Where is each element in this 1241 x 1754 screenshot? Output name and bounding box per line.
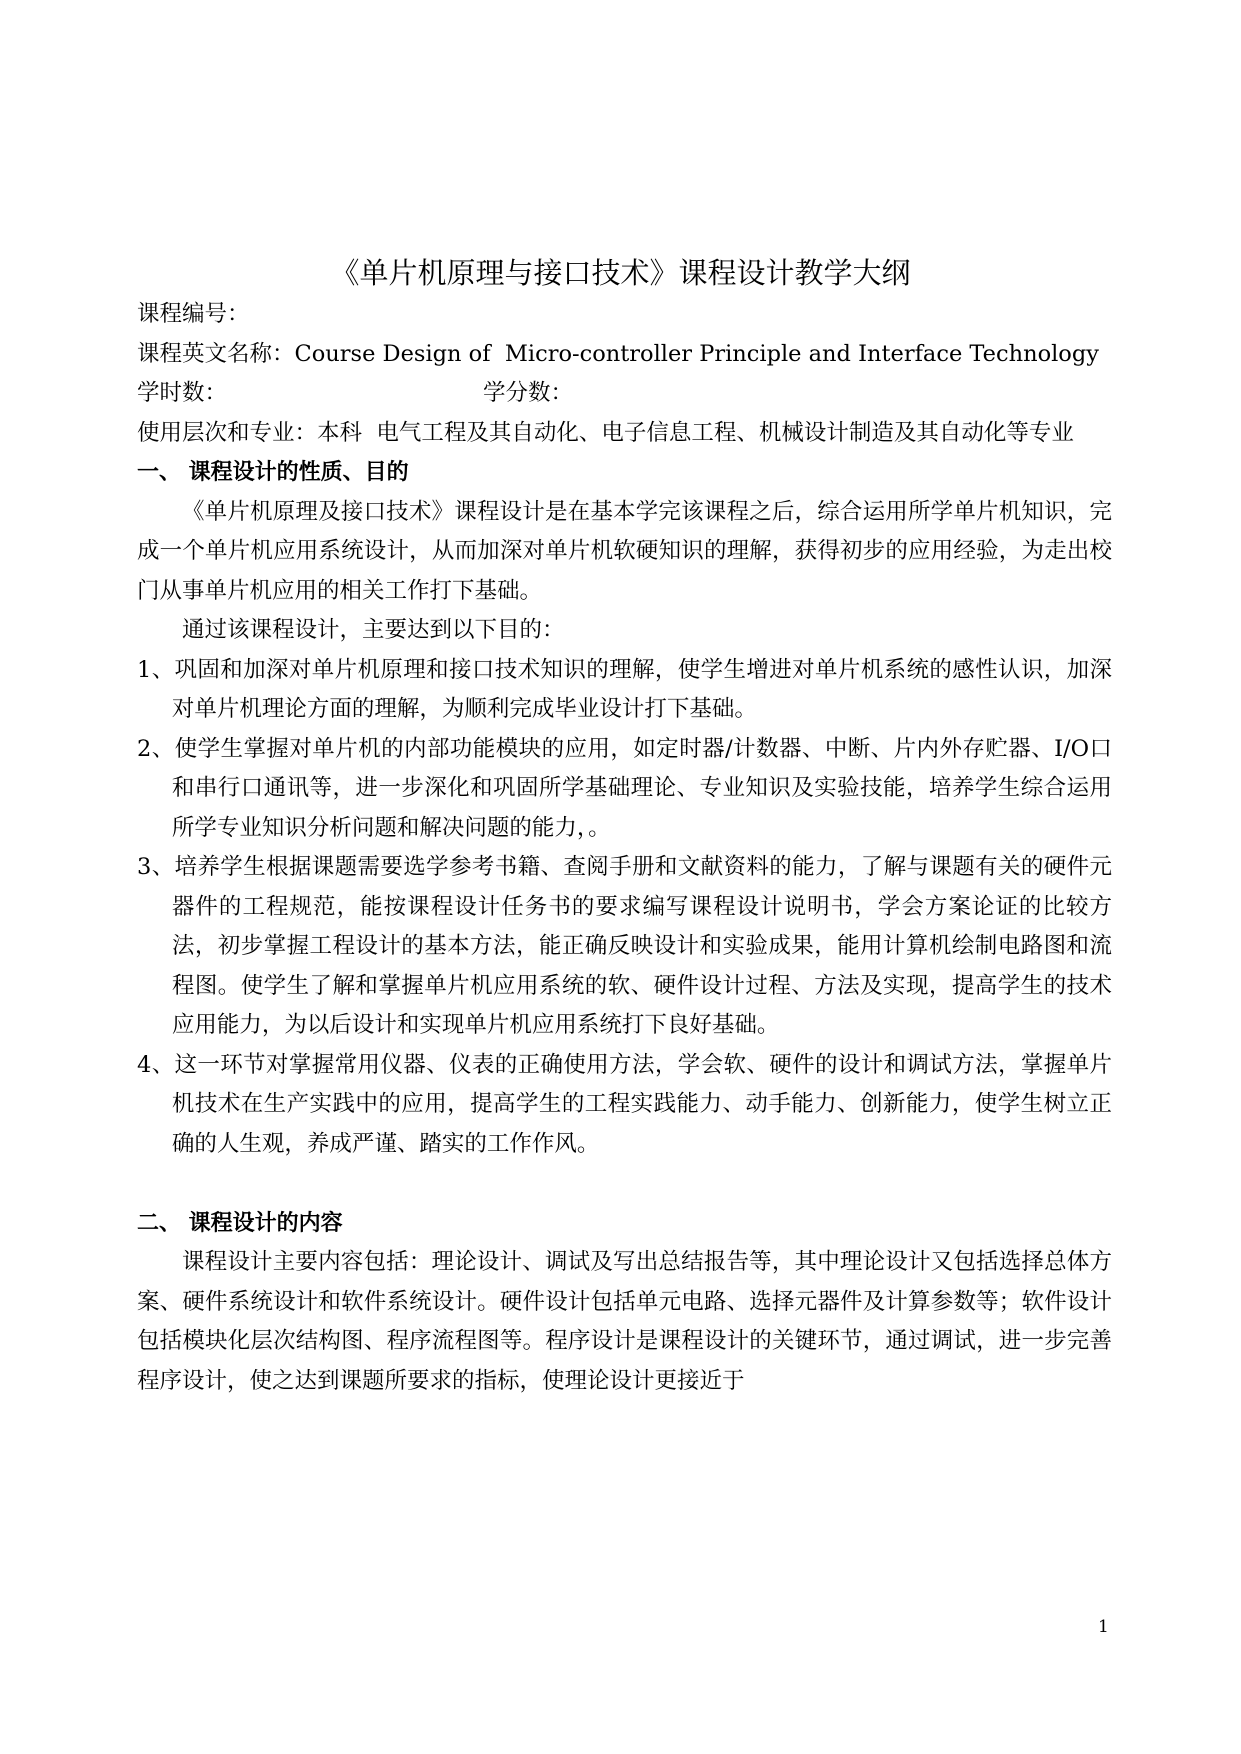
section2-heading: 二、 课程设计的内容 bbox=[137, 1210, 343, 1236]
level-field bbox=[137, 414, 1112, 454]
section1-paragraph-2: 通过该课程设计，主要达到以下目的： bbox=[182, 617, 565, 643]
hours-credits-field bbox=[137, 374, 1112, 414]
credits-label: 学分数： bbox=[483, 380, 574, 406]
section1-heading: 一、 课程设计的性质、目的 bbox=[137, 460, 409, 485]
section1-paragraph-1: 《单片机原理及接口技术》课程设计是在基本学完该课程之后，综合运用所学单片机知识，完成一个单片机应用系统设计，从而加深对单片机软硬知识的理解，获得初步的应用经验，为走出校门从事单片机应用的相关工作打下基础。 bbox=[137, 498, 1112, 604]
english-name-field bbox=[137, 335, 1112, 375]
level-value: 本科 电气工程及其自动化、电子信息工程、机械设计制造及其自动化等专业 bbox=[317, 419, 1074, 446]
objective-item-4: 4、这一环节对掌握常用仪器、仪表的正确使用方法，学会软、硬件的设计和调试方法，掌握单片机技术在生产实践中的应用，提高学生的工程实践能力、动手能力、创新能力，使学生树立正确的人生观，养成严谨、踏实的工作作风。 bbox=[137, 1051, 1112, 1157]
objective-item-2: 2、使学生掌握对单片机的内部功能模块的应用，如定时器/计数器、中断、片内外存贮器、I/O口和串行口通讯等，进一步深化和巩固所学基础理论、专业知识及实验技能，培养学生综合运用所学专业知识分析问题和解决问题的能力，。 bbox=[137, 735, 1112, 841]
hours-label: 学时数： bbox=[137, 380, 228, 406]
course-code-label: 课程编号： bbox=[137, 301, 250, 327]
level-label: 使用层次和专业： bbox=[137, 419, 318, 446]
course-code-field bbox=[137, 295, 1112, 335]
page-number: 1 bbox=[1098, 1617, 1109, 1637]
blank-line bbox=[137, 1164, 1112, 1204]
objective-item-3: 3、培养学生根据课题需要选学参考书籍、查阅手册和文献资料的能力，了解与课题有关的硬件元器件的工程规范，能按课程设计任务书的要求编写课程设计说明书，学会方案论证的比较方法，初步掌握工程设计的基本方法，能正确反映设计和实验成果，能用计算机绘制电路图和流程图。使学生了解和掌握单片机应用系统的软、硬件设计过程、方法及实现，提高学生的技术应用能力，为以后设计和实现单片机应用系统打下良好基础。 bbox=[137, 854, 1112, 1038]
english-name-label: 课程英文名称： bbox=[137, 340, 295, 367]
objective-item-1: 1、巩固和加深对单片机原理和接口技术知识的理解，使学生增进对单片机系统的感性认识，加深对单片机理论方面的理解，为顺利完成毕业设计打下基础。 bbox=[137, 656, 1112, 722]
document-body bbox=[137, 295, 1112, 1401]
document-title: 《单片机原理与接口技术》课程设计教学大纲 bbox=[330, 256, 911, 290]
english-name-value: Course Design of Micro-controller Principle and Interface Technology bbox=[294, 340, 1099, 367]
section2-paragraph-1: 课程设计主要内容包括：理论设计、调试及写出总结报告等，其中理论设计又包括选择总体方案、硬件系统设计和软件系统设计。硬件设计包括单元电路、选择元器件及计算参数等；软件设计包括模块化层次结构图、程序流程图等。程序设计是课程设计的关键环节，通过调试，进一步完善程序设计，使之达到课题所要求的指标，使理论设计更接近于 bbox=[137, 1249, 1112, 1394]
